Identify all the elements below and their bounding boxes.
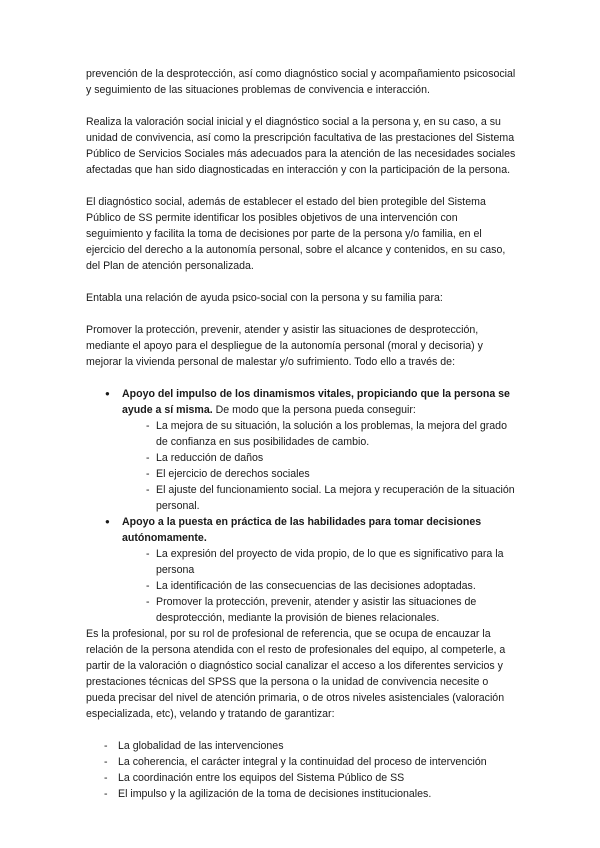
list-item: - El ejercicio de derechos sociales [146,468,310,480]
dash-icon: - [146,580,150,592]
paragraph-profesional-referencia: Es la profesional, por su rol de profesional de referencia, que se ocupa de encauzar la relación de la persona atendida con el resto de profesionales del equipo, al competerle, a partir de la valoración o diagnóstico social canalizar el acceso a los diferentes servicios y prestaciones técnicas del SPSS que la persona o la unidad de convivencia necesite o pueda precisar del nivel de atención primaria, o de otros niveles asistenciales (valoración especializada, etc), velando y tratando de garantizar: [86,628,506,720]
paragraph-diagnostico-social: El diagnóstico social, además de establecer el estado del bien protegible del Sistema Público de SS permite identificar los posibles objetivos de una intervención con seguimiento y facilita la toma de decisiones por parte de la persona y/o familia, en el ejercicio del derecho a la autonomía personal, sobre el alcance y contenidos, en su caso, del Plan de atención personalizada. [86,196,506,272]
bullet-item-habilidades [86,514,516,626]
list-item: - La coherencia, el carácter integral y la continuidad del proceso de intervención [104,756,487,768]
sub-list [122,546,516,626]
dash-icon: - [146,468,150,480]
list-item: - La identificación de las consecuencias de las decisiones adoptadas. [146,580,476,592]
bullet-tail-text: De modo que la persona pueda conseguir: [212,404,416,416]
dash-icon: - [146,420,150,432]
dash-icon: - [104,788,108,800]
list-item: - El impulso y la agilización de la toma de decisiones institucionales. [104,788,432,800]
sub-list [122,418,516,514]
dash-icon: - [104,756,108,768]
bullet-list [86,386,516,626]
list-item: - La mejora de su situación, la solución a los problemas, la mejora del grado de confianza en sus posibilidades de cambio. [146,420,507,448]
paragraph-valoracion-social: Realiza la valoración social inicial y el diagnóstico social a la persona y, en su caso, a su unidad de convivencia, así como la prescripción facultativa de las prestaciones del Sistema Público de Servicios Sociales más adecuados para la atención de las necesidades sociales afectadas que han sido diagnosticadas en interacción y con la participación de la persona. [86,116,516,176]
list-item: - La reducción de daños [146,452,264,464]
bullet-item-dinamismos [86,386,516,514]
paragraph-relacion-ayuda: Entabla una relación de ayuda psico-social con la persona y su familia para: [86,292,443,304]
document-page [86,66,516,802]
list-item: - El ajuste del funcionamiento social. La mejora y recuperación de la situación personal. [146,484,515,512]
dash-icon: - [146,452,150,464]
paragraph-intro-continuation: prevención de la desprotección, así como diagnóstico social y acompañamiento psicosocial y seguimiento de las situaciones problemas de convivencia e interacción. [86,68,516,96]
list-item: - La expresión del proyecto de vida propio, de lo que es significativo para la persona [146,548,504,576]
bullet-lead-text: Apoyo a la puesta en práctica de las habilidades para tomar decisiones autónomamente. [122,516,482,544]
dash-icon: - [146,484,150,496]
final-list [86,738,516,802]
paragraph-promover-proteccion: Promover la protección, prevenir, atender y asistir las situaciones de desprotección, mediante el apoyo para el despliegue de la autonomía personal (moral y decisoria) y mejorar la vivienda personal de malestar y/o sufrimiento. Todo ello a través de: [86,324,483,368]
dash-icon: - [146,596,150,608]
dash-icon: - [104,740,108,752]
list-item: - Promover la protección, prevenir, atender y asistir las situaciones de desprotección, mediante la provisión de bienes relacionales. [146,596,477,624]
dash-icon: - [104,772,108,784]
bullet-lead-text: Apoyo del impulso de los dinamismos vitales, propiciando que la persona se ayude a sí misma. [122,388,510,416]
dash-icon: - [146,548,150,560]
bullet-dot-icon: ● [105,517,110,526]
bullet-dot-icon: ● [105,389,110,398]
list-item: - La coordinación entre los equipos del Sistema Público de SS [104,772,405,784]
list-item: - La globalidad de las intervenciones [104,740,284,752]
